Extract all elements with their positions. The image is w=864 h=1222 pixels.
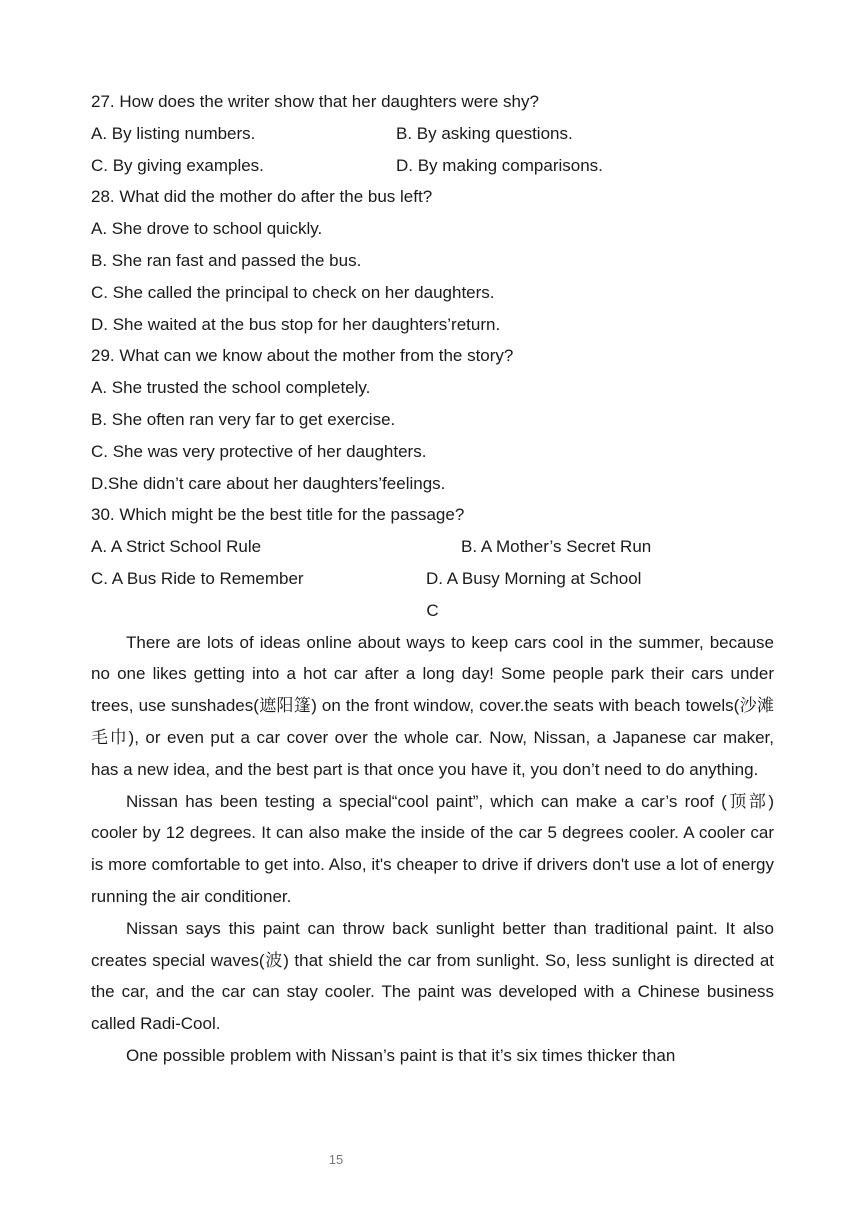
question-27-options-row-1	[91, 118, 774, 150]
question-28-stem: 28. What did the mother do after the bus left?	[91, 187, 433, 207]
question-27-option-c: C. By giving examples.	[91, 155, 264, 175]
question-30-option-c: C. A Bus Ride to Remember	[91, 568, 304, 588]
question-30-options-row-2	[91, 563, 774, 595]
question-28-option-b: B. She ran fast and passed the bus.	[91, 250, 362, 270]
question-30-option-a: A. A Strict School Rule	[91, 537, 262, 557]
question-27-option-b: B. By asking questions.	[396, 123, 573, 143]
question-28-option-c: C. She called the principal to check on her daughters.	[91, 282, 495, 302]
question-29-option-b: B. She often ran very far to get exercise.	[91, 409, 396, 429]
question-29-option-d: D.She didn’t care about her daughters’feelings.	[91, 473, 446, 493]
passage-paragraph-4: One possible problem with Nissan’s paint is that it’s six times thicker than	[126, 1045, 676, 1065]
question-27-option-d: D. By making comparisons.	[396, 155, 603, 175]
question-30-stem: 30. Which might be the best title for the passage?	[91, 505, 465, 525]
question-28-option-a: A. She drove to school quickly.	[91, 219, 323, 239]
page-content	[91, 86, 774, 1072]
passage-paragraph-3: Nissan says this paint can throw back sunlight better than traditional paint. It also creates special waves(波) that shield the car from sunlight. So, less sunlight is directed at the car, and the car can stay cooler. The paint was developed with a Chinese business called Radi-Cool.	[91, 918, 774, 1034]
page-number: 15	[328, 1152, 344, 1167]
question-29-stem: 29. What can we know about the mother from the story?	[91, 346, 514, 366]
question-27-options-row-2	[91, 150, 774, 182]
passage-paragraph-2: Nissan has been testing a special“cool paint”, which can make a car’s roof (顶部) cooler by 12 degrees. It can also make the inside of the car 5 degrees cooler. A cooler car is more comfortable to get into. Also, it's cheaper to drive if drivers don't use a lot of energy running the air conditioner.	[91, 791, 774, 906]
question-27-option-a: A. By listing numbers.	[91, 123, 256, 143]
question-27-stem: 27. How does the writer show that her daughters were shy?	[91, 92, 539, 111]
question-30-options-row-1	[91, 531, 774, 563]
passage-paragraph-1: There are lots of ideas online about ways to keep cars cool in the summer, because no one likes getting into a hot car after a long day! Some people park their cars under trees, use sunshades(遮阳篷) on the front window, cover.the seats with beach towels(沙滩毛巾), or even put a car cover over the whole car. Now, Nissan, a Japanese car maker, has a new idea, and the best part is that once you have it, you don’t need to do anything.	[91, 632, 774, 779]
question-30-option-d: D. A Busy Morning at School	[426, 568, 642, 588]
section-label: C	[426, 600, 439, 620]
question-30-option-b: B. A Mother’s Secret Run	[461, 537, 652, 557]
question-29-option-a: A. She trusted the school completely.	[91, 378, 371, 398]
question-28-option-d: D. She waited at the bus stop for her daughters’return.	[91, 314, 501, 334]
question-29-option-c: C. She was very protective of her daughters.	[91, 441, 427, 461]
